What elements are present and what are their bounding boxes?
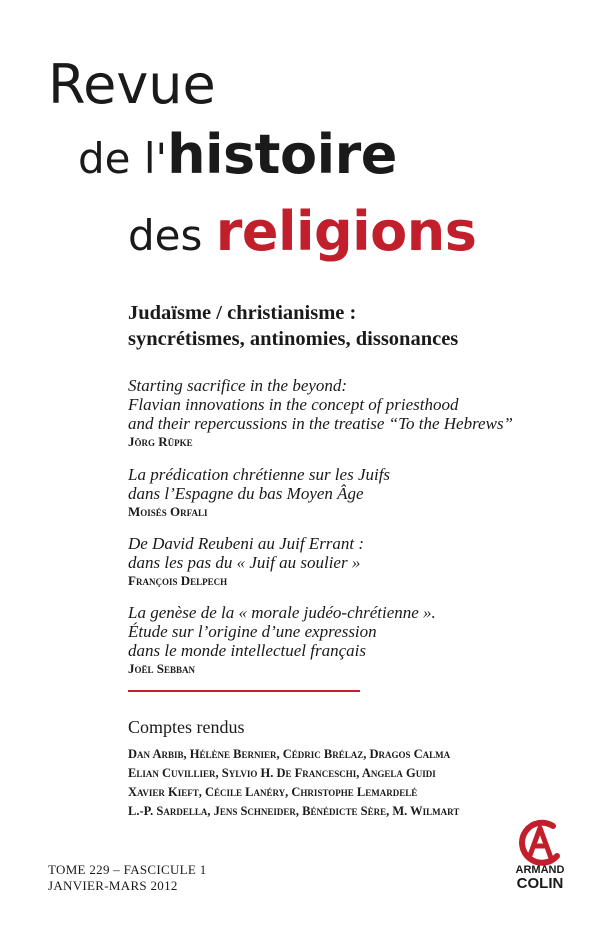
armand-colin-logo-icon — [513, 818, 567, 866]
article-author: Moisés Orfali — [128, 504, 208, 519]
journal-title-line-3 — [128, 200, 477, 263]
issue-theme-line-2: syncrétismes, antinomies, dissonances — [128, 328, 459, 350]
article-author: François Delpech — [128, 573, 228, 588]
article-title-line: dans le monde intellectuel français — [128, 641, 366, 660]
issue-info — [48, 862, 207, 894]
reviewers-list — [128, 745, 459, 821]
article-4 — [128, 603, 588, 677]
reviewers-line: Elian Cuvillier, Sylvio H. De Franceschi, Angela Guidi — [128, 766, 436, 780]
reviews-heading: Comptes rendus — [128, 717, 245, 737]
publisher-name-line-1: ARMAND — [515, 864, 565, 876]
title-word-histoire: histoire — [167, 123, 397, 186]
article-title-line: dans l’Espagne du bas Moyen Âge — [128, 484, 364, 503]
section-divider — [128, 690, 360, 692]
publisher-name-line-2: COLIN — [516, 875, 564, 892]
article-2 — [128, 465, 588, 520]
title-prefix-des: des — [128, 211, 216, 260]
volume-issue: TOME 229 – FASCICULE 1 — [48, 862, 207, 877]
article-author: Jörg Rüpke — [128, 434, 193, 449]
article-title-line: dans les pas du « Juif au soulier » — [128, 553, 361, 572]
issue-theme-line-1: Judaïsme / christianisme : — [128, 302, 357, 324]
article-title-line: La prédication chrétienne sur les Juifs — [128, 465, 391, 484]
issue-date: JANVIER-MARS 2012 — [48, 878, 178, 893]
reviewers-line: Dan Arbib, Hélène Bernier, Cédric Brélaz, Dragos Calma — [128, 747, 451, 761]
publisher-logo — [505, 818, 575, 898]
article-title-line: and their repercussions in the treatise “To the Hebrews” — [128, 414, 514, 433]
title-prefix-de: de l' — [78, 134, 168, 183]
journal-title-line-2 — [78, 123, 397, 186]
article-title-line: La genèse de la « morale judéo-chrétienne ». — [128, 603, 436, 622]
publisher-name — [505, 864, 575, 892]
reviewers-line: L.-P. Sardella, Jens Schneider, Bénédicte Sère, M. Wilmart — [128, 804, 460, 818]
reviewers-line: Xavier Kieft, Cécile Lanéry, Christophe Lemardelé — [128, 785, 418, 799]
article-title-line: Étude sur l’origine d’une expression — [128, 622, 377, 641]
journal-title-line-1: Revue — [48, 53, 216, 116]
article-title-line: Flavian innovations in the concept of priesthood — [128, 395, 459, 414]
article-author: Joël Sebban — [128, 661, 195, 676]
article-title-line: De David Reubeni au Juif Errant : — [128, 534, 365, 553]
article-title-line: Starting sacrifice in the beyond: — [128, 376, 348, 395]
article-1 — [128, 376, 588, 450]
issue-theme — [128, 300, 458, 352]
title-word-religions: religions — [215, 200, 477, 263]
article-3 — [128, 534, 588, 589]
